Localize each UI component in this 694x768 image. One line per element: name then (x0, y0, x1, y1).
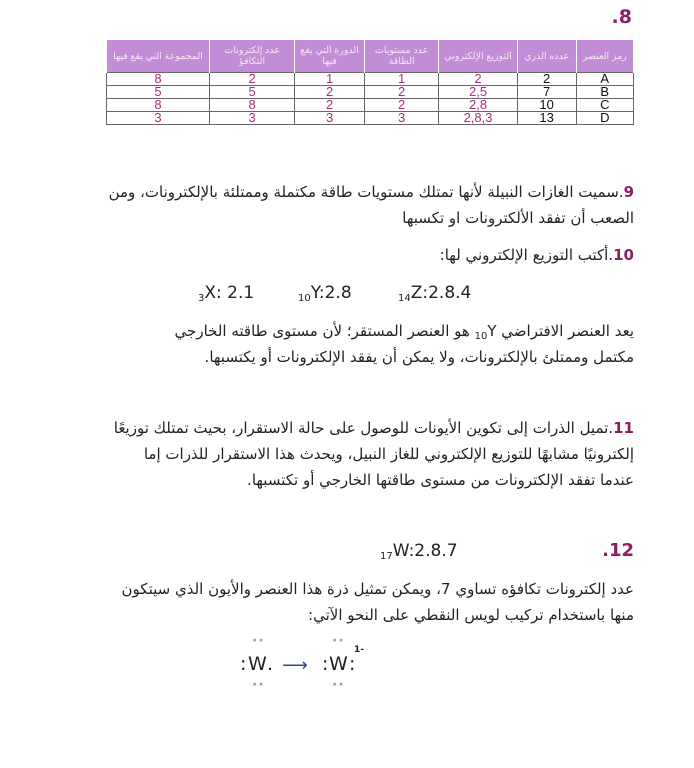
config-y (298, 283, 352, 304)
table-header: الدورة التي يقع فيها (295, 40, 365, 73)
question-10-answer-line-2: مكتمل وممتلئ بالإلكترونات، ولا يمكن أن يفقد الإلكترونات أو يكتسبها. (204, 348, 634, 366)
table-cell: 3 (295, 112, 365, 125)
answer-symbol: Y (487, 322, 497, 340)
config-y-atomic-number: 10 (298, 293, 311, 304)
table-header-row (107, 40, 634, 73)
table-row (107, 99, 634, 112)
table-cell: D (576, 112, 633, 125)
config-w (380, 541, 458, 562)
table-cell: 2 (364, 86, 438, 99)
table-header: التوزيع الإلكتروني (439, 40, 517, 73)
answer-text-a: يعد العنصر الافتراضي (501, 322, 634, 340)
table-cell: 2,8 (439, 99, 517, 112)
question-9-line-2: الصعب أن تفقد الألكترونات او تكسبها (402, 209, 634, 227)
table-cell: 2 (364, 99, 438, 112)
question-9-number: 9 (623, 183, 634, 201)
question-9-text: .سميت الغازات النبيلة لأنها تمتلك مستويات طاقة مكتملة وممتلئة بالإلكترونات، ومن (108, 183, 624, 201)
config-w-atomic-number: 17 (380, 551, 393, 562)
table-cell: A (576, 73, 633, 86)
ion-left-dots: : (322, 653, 329, 675)
table-cell: 5 (107, 86, 210, 99)
config-y-value: :2.8 (318, 283, 352, 303)
table-cell: 5 (209, 86, 294, 99)
table-cell: C (576, 99, 633, 112)
config-z-symbol: Z (410, 283, 423, 303)
table-cell: 3 (364, 112, 438, 125)
table-cell: 1 (295, 73, 365, 86)
table-cell: 3 (209, 112, 294, 125)
table-row (107, 73, 634, 86)
ion-right-dots: : (349, 653, 356, 675)
table-row (107, 86, 634, 99)
question-12-line-2: منها باستخدام تركيب لويس النقطي على النحو الآتي: (308, 606, 634, 624)
table-cell: 8 (107, 73, 210, 86)
question-10-prompt (34, 243, 634, 268)
atom-bottom-dots: ·· (252, 677, 265, 693)
table-cell: 1 (364, 73, 438, 86)
elements-table (106, 40, 634, 125)
table-cell: 2 (295, 99, 365, 112)
config-z (398, 283, 471, 304)
ion-top-dots: ·· (332, 633, 345, 649)
table-row (107, 112, 634, 125)
table-cell: 3 (107, 112, 210, 125)
table-cell: 8 (209, 99, 294, 112)
table-cell: 8 (107, 99, 210, 112)
lewis-diagram (228, 633, 388, 707)
answer-atomic-number: 10 (474, 331, 488, 342)
table-cell: 2,8,3 (439, 112, 517, 125)
atom-right-dot: . (267, 653, 274, 675)
table-header: عدده الذري (517, 40, 576, 73)
table-header: رمز العنصر (576, 40, 633, 73)
table-cell: 13 (517, 112, 576, 125)
table-cell: B (576, 86, 633, 99)
reaction-arrow: ⟶ (282, 655, 308, 676)
atom-left-dots: : (240, 653, 247, 675)
question-11-text: .تميل الذرات إلى تكوين الأيونات للوصول على حالة الاستقرار، بحيث تمتلك توزيعًا (113, 419, 614, 437)
answer-element (475, 322, 497, 340)
ion-charge: 1- (354, 645, 364, 655)
question-11-line-1 (34, 416, 634, 441)
answer-text-b: هو العنصر المستقر؛ لأن مستوى طاقته الخارجي (174, 322, 470, 340)
config-w-value: :2.8.7 (408, 541, 458, 561)
lewis-atom-symbol: W (248, 653, 267, 675)
config-z-value: :2.8.4 (422, 283, 472, 303)
table-cell: 2 (209, 73, 294, 86)
table-cell: 7 (517, 86, 576, 99)
question-10-number: 10 (613, 246, 634, 264)
config-y-symbol: Y (310, 283, 319, 303)
question-11-number: 11 (613, 419, 634, 437)
atom-top-dots: ·· (252, 633, 265, 649)
question-12-number: .12 (602, 540, 634, 561)
table-header: المجموعة التي يقع فيها (107, 40, 210, 73)
question-12-line-1: عدد إلكترونات تكافؤه تساوي 7، ويمكن تمثيل ذرة هذا العنصر والأيون الذي سيتكون (121, 580, 634, 598)
question-9-line-1 (34, 180, 634, 205)
config-x-atomic-number: 3 (198, 293, 205, 304)
config-x-value: : 2.1 (216, 283, 255, 303)
table-cell: 2,5 (439, 86, 517, 99)
table-cell: 10 (517, 99, 576, 112)
question-8-number: .8 (611, 6, 632, 28)
table-cell: 2 (517, 73, 576, 86)
config-x-symbol: X (204, 283, 217, 303)
config-x (198, 283, 254, 304)
ion-bottom-dots: ·· (332, 677, 345, 693)
question-11-line-2: إلكترونيًا مشابهًا للتوزيع الإلكتروني للغاز النبيل، ويحدث هذا الاستقرار للذرات إما (143, 445, 634, 463)
lewis-ion-symbol: W (329, 653, 348, 675)
table-header: عدد مستويات الطاقة (364, 40, 438, 73)
table-cell: 2 (439, 73, 517, 86)
config-z-atomic-number: 14 (398, 293, 411, 304)
question-10-text: .أكتب التوزيع الإلكتروني لها: (439, 246, 614, 264)
table-cell: 2 (295, 86, 365, 99)
question-11-line-3: عندما تفقد الإلكترونات من مستوى طاقتها الخارجي أو تكتسبها. (247, 471, 634, 489)
table-header: عدد إلكترونات التكافؤ (209, 40, 294, 73)
config-w-symbol: W (392, 541, 409, 561)
